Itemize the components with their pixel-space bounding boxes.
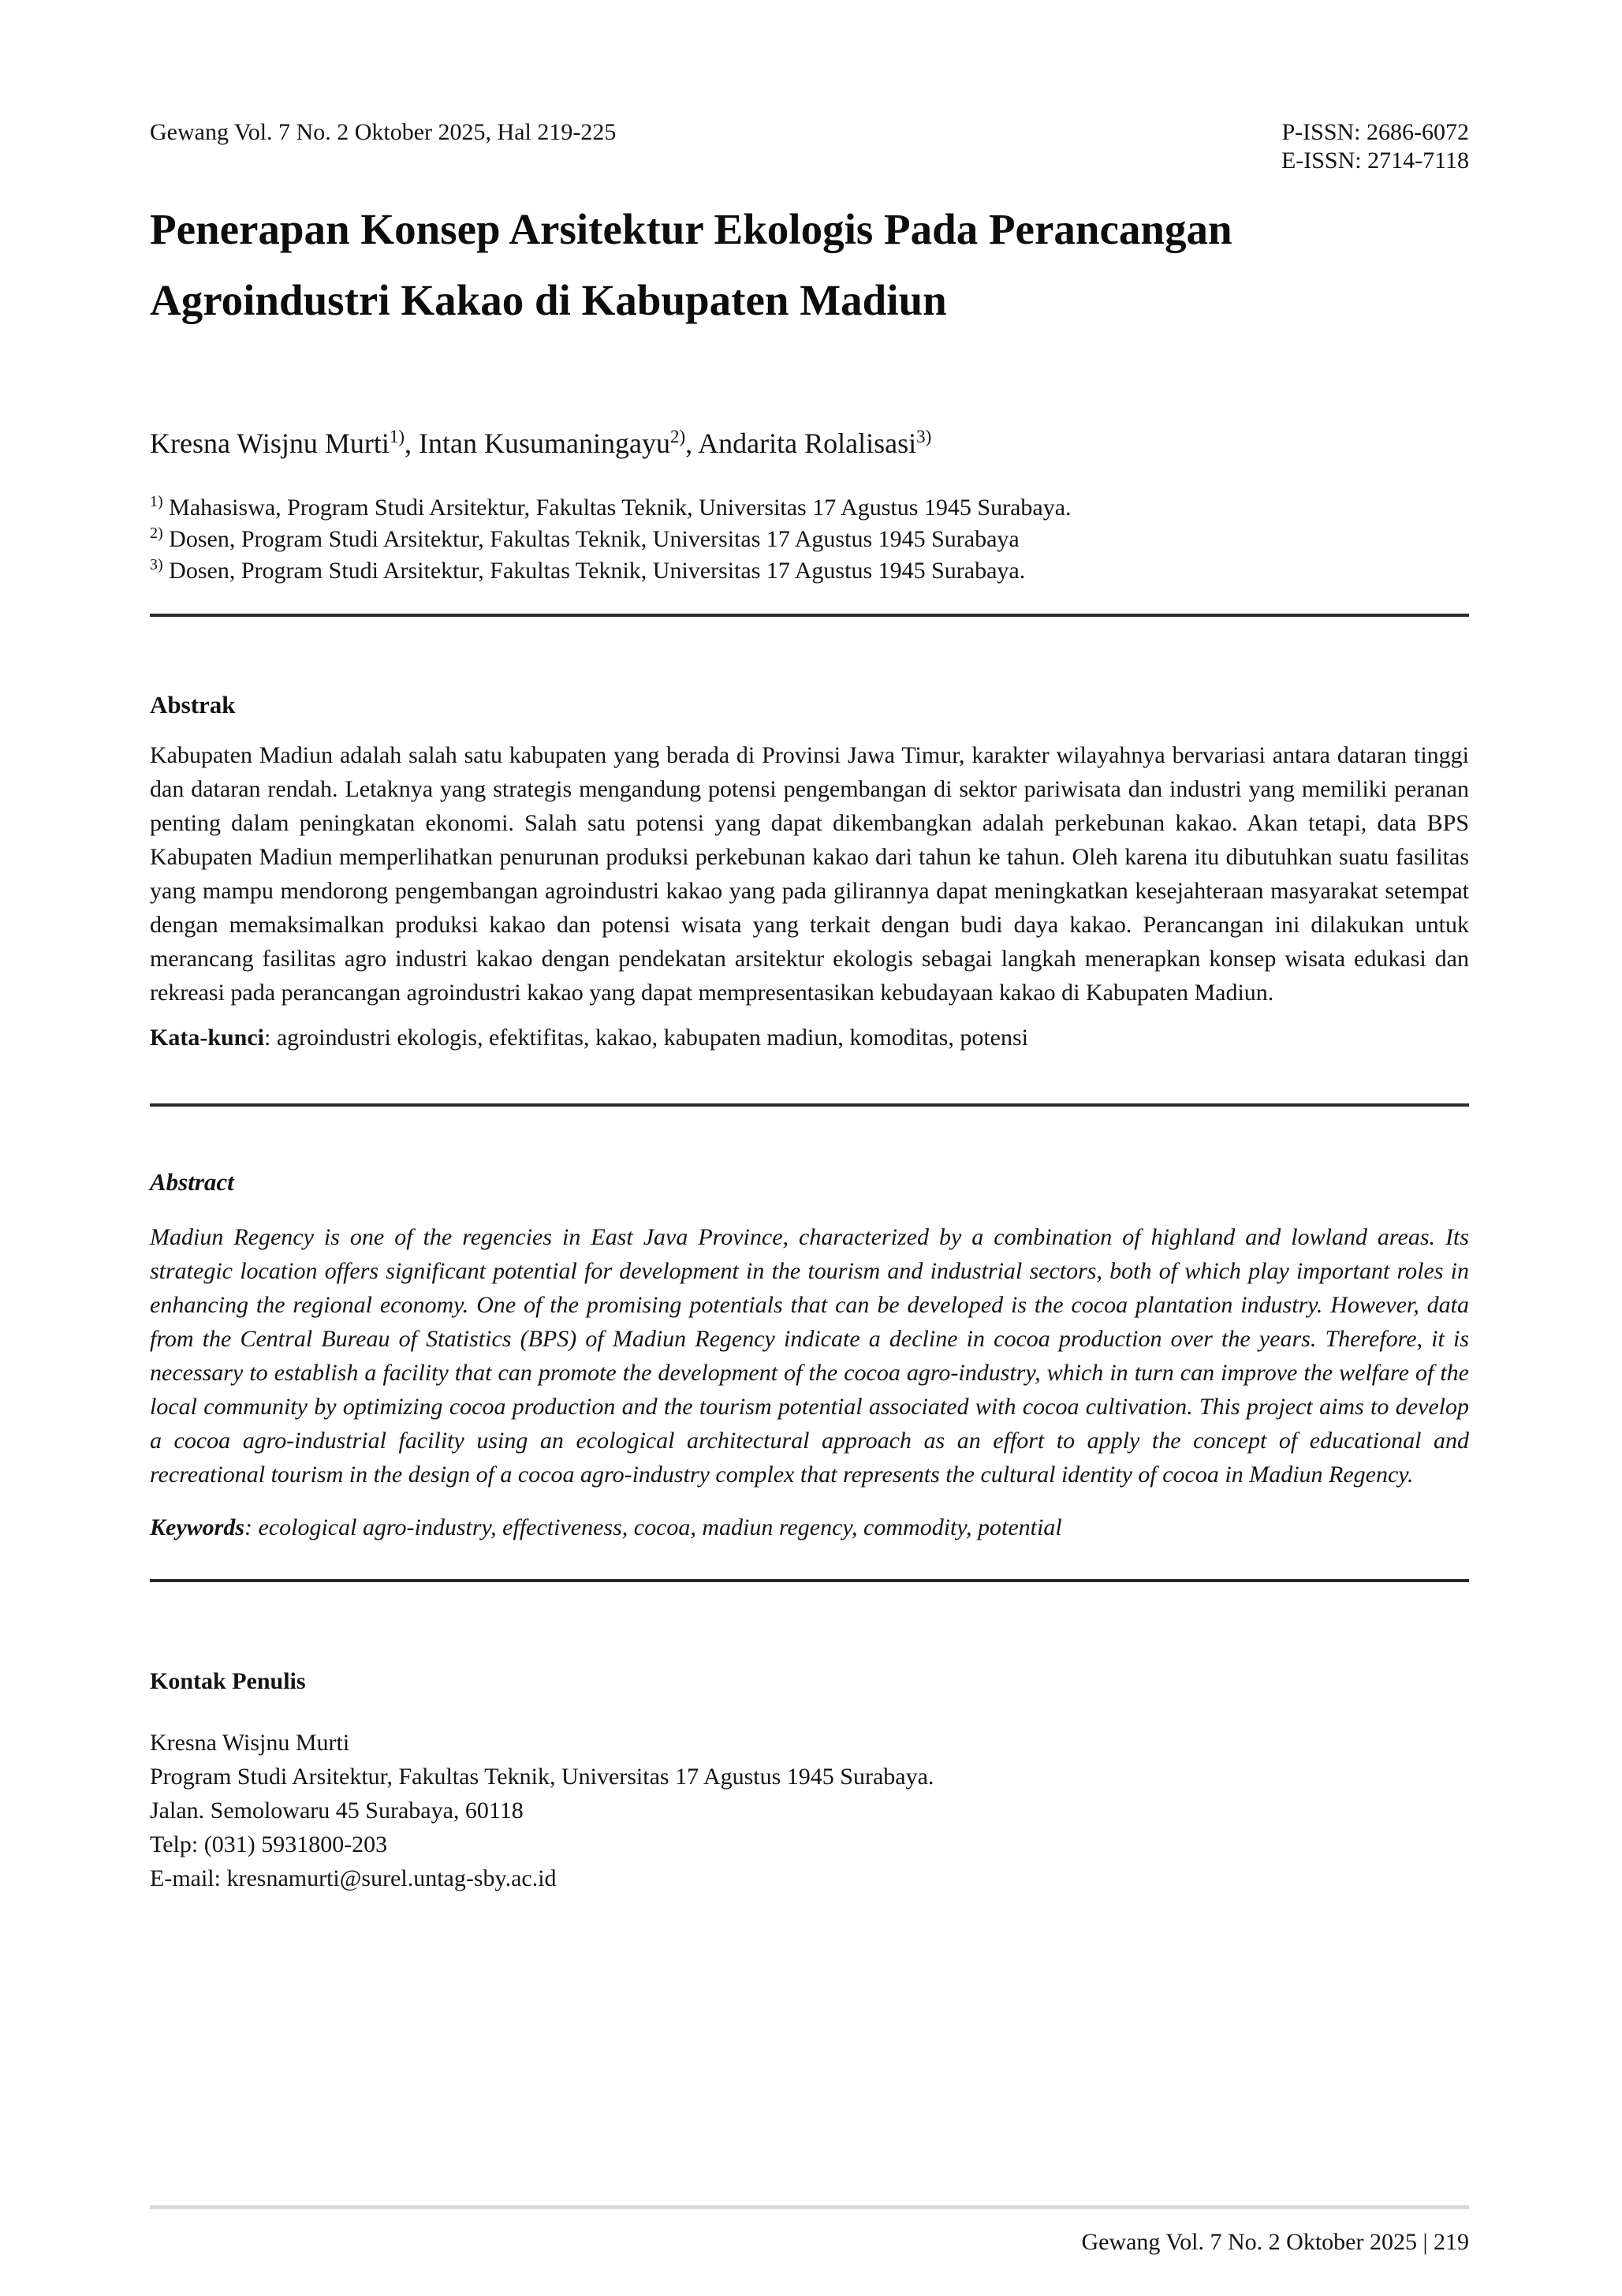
- contact-phone: Telp: (031) 5931800-203: [150, 1831, 388, 1857]
- author-separator: ,: [685, 427, 699, 459]
- affiliations: [150, 492, 1469, 587]
- keywords-en-line: [150, 1510, 1469, 1544]
- author-superscript: 1): [389, 427, 405, 446]
- p-issn: P-ISSN: 2686-6072: [1281, 119, 1469, 145]
- affiliation-text: Dosen, Program Studi Arsitektur, Fakultas Teknik, Universitas 17 Agustus 1945 Surabaya: [162, 526, 1020, 552]
- contact-address: Jalan. Semolowaru 45 Surabaya, 60118: [150, 1798, 524, 1824]
- contact-email: E-mail: kresnamurti@surel.untag-sby.ac.id: [150, 1865, 557, 1891]
- abstract-en-body: Madiun Regency is one of the regencies in East Java Province, characterized by a combination of highland and lowland areas. Its strategic location offers significant potential for development in the tourism and industrial sectors, both of which play important roles in enhancing the regional economy. One of the promising potentials that can be developed is the cocoa plantation industry. However, data from the Central Bureau of Statistics (BPS) of Madiun Regency indicate a decline in cocoa production over the years. Therefore, it is necessary to establish a facility that can promote the development of the cocoa agro-industry, which in turn can improve the welfare of the local community by optimizing cocoa production and the tourism potential associated with cocoa cultivation. This project aims to develop a cocoa agro-industrial facility using an ecological architectural approach as an effort to apply the concept of educational and recreational tourism in the design of a cocoa agro-industry complex that represents the cultural identity of cocoa in Madiun Regency.: [150, 1224, 1469, 1488]
- authors-line: [150, 426, 1469, 461]
- author-separator: ,: [405, 427, 419, 459]
- contact-block: [150, 1726, 1469, 1895]
- abstract-en-heading: Abstract: [150, 1168, 234, 1196]
- keywords-en-label: Keywords: [150, 1514, 244, 1540]
- page-footer: [150, 2205, 1469, 2257]
- affiliation-superscript: 3): [150, 556, 163, 573]
- section-divider: [150, 1103, 1469, 1107]
- affiliation-superscript: 1): [150, 493, 163, 510]
- author-superscript: 2): [669, 427, 686, 446]
- affiliation-text: Mahasiswa, Program Studi Arsitektur, Fakultas Teknik, Universitas 17 Agustus 1945 Surabaya.: [162, 495, 1072, 521]
- affiliation-item: [150, 524, 1469, 555]
- section-divider: [150, 1579, 1469, 1582]
- journal-info: Gewang Vol. 7 No. 2 Oktober 2025, Hal 219-225: [150, 119, 617, 145]
- affiliation-superscript: 2): [150, 525, 163, 542]
- keywords-id-line: [150, 1021, 1469, 1055]
- author-superscript: 3): [916, 427, 932, 446]
- keywords-id-label: Kata-kunci: [150, 1025, 265, 1051]
- abstrak-body: Kabupaten Madiun adalah salah satu kabupaten yang berada di Provinsi Jawa Timur, karakter wilayahnya bervariasi antara dataran tinggi dan dataran rendah. Letaknya yang strategis mengandung potensi pengembangan di sektor pariwisata dan industri yang memiliki peranan penting dalam peningkatan ekonomi. Salah satu potensi yang dapat dikembangkan adalah perkebunan kakao. Akan tetapi, data BPS Kabupaten Madiun memperlihatkan penurunan produksi perkebunan kakao dari tahun ke tahun. Oleh karena itu dibutuhkan suatu fasilitas yang mampu mendorong pengembangan agroindustri kakao yang pada gilirannya dapat meningkatkan kesejahteraan masyarakat setempat dengan memaksimalkan produksi kakao dan potensi wisata yang terkait dengan budi daya kakao. Perancangan ini dilakukan untuk merancang fasilitas agro industri kakao dengan pendekatan arsitektur ekologis sebagai langkah menerapkan konsep wisata edukasi dan rekreasi pada perancangan agroindustri kakao yang dapat mempresentasikan kebudayaan kakao di Kabupaten Madiun.: [150, 742, 1469, 1006]
- footer-divider: [150, 2205, 1469, 2209]
- keywords-en-text: : ecological agro-industry, effectiveness, cocoa, madiun regency, commodity, potential: [244, 1514, 1062, 1540]
- e-issn: E-ISSN: 2714-7118: [1281, 147, 1469, 174]
- author-name: Intan Kusumaningayu: [419, 427, 670, 459]
- author-name: Kresna Wisjnu Murti: [150, 427, 390, 459]
- author-name: Andarita Rolalisasi: [698, 427, 917, 459]
- abstrak-heading: Abstrak: [150, 691, 236, 719]
- page-header: [150, 118, 1469, 175]
- keywords-id-text: : agroindustri ekologis, efektifitas, kakao, kabupaten madiun, komoditas, potensi: [264, 1025, 1028, 1051]
- footer-page-info: Gewang Vol. 7 No. 2 Oktober 2025 | 219: [1081, 2229, 1469, 2255]
- section-divider: [150, 614, 1469, 617]
- contact-author-name: Kresna Wisjnu Murti: [150, 1730, 350, 1756]
- affiliation-item: [150, 492, 1469, 524]
- title-line-2: Agroindustri Kakao di Kabupaten Madiun: [150, 276, 947, 324]
- title-line-1: Penerapan Konsep Arsitektur Ekologis Pada Perancangan: [150, 205, 1232, 253]
- contact-affiliation: Program Studi Arsitektur, Fakultas Teknik, Universitas 17 Agustus 1945 Surabaya.: [150, 1764, 934, 1790]
- affiliation-item: [150, 555, 1469, 587]
- issn-block: [1281, 118, 1469, 175]
- contact-heading: Kontak Penulis: [150, 1668, 306, 1694]
- affiliation-text: Dosen, Program Studi Arsitektur, Fakultas Teknik, Universitas 17 Agustus 1945 Surabaya.: [162, 558, 1026, 584]
- article-title: [150, 194, 1469, 336]
